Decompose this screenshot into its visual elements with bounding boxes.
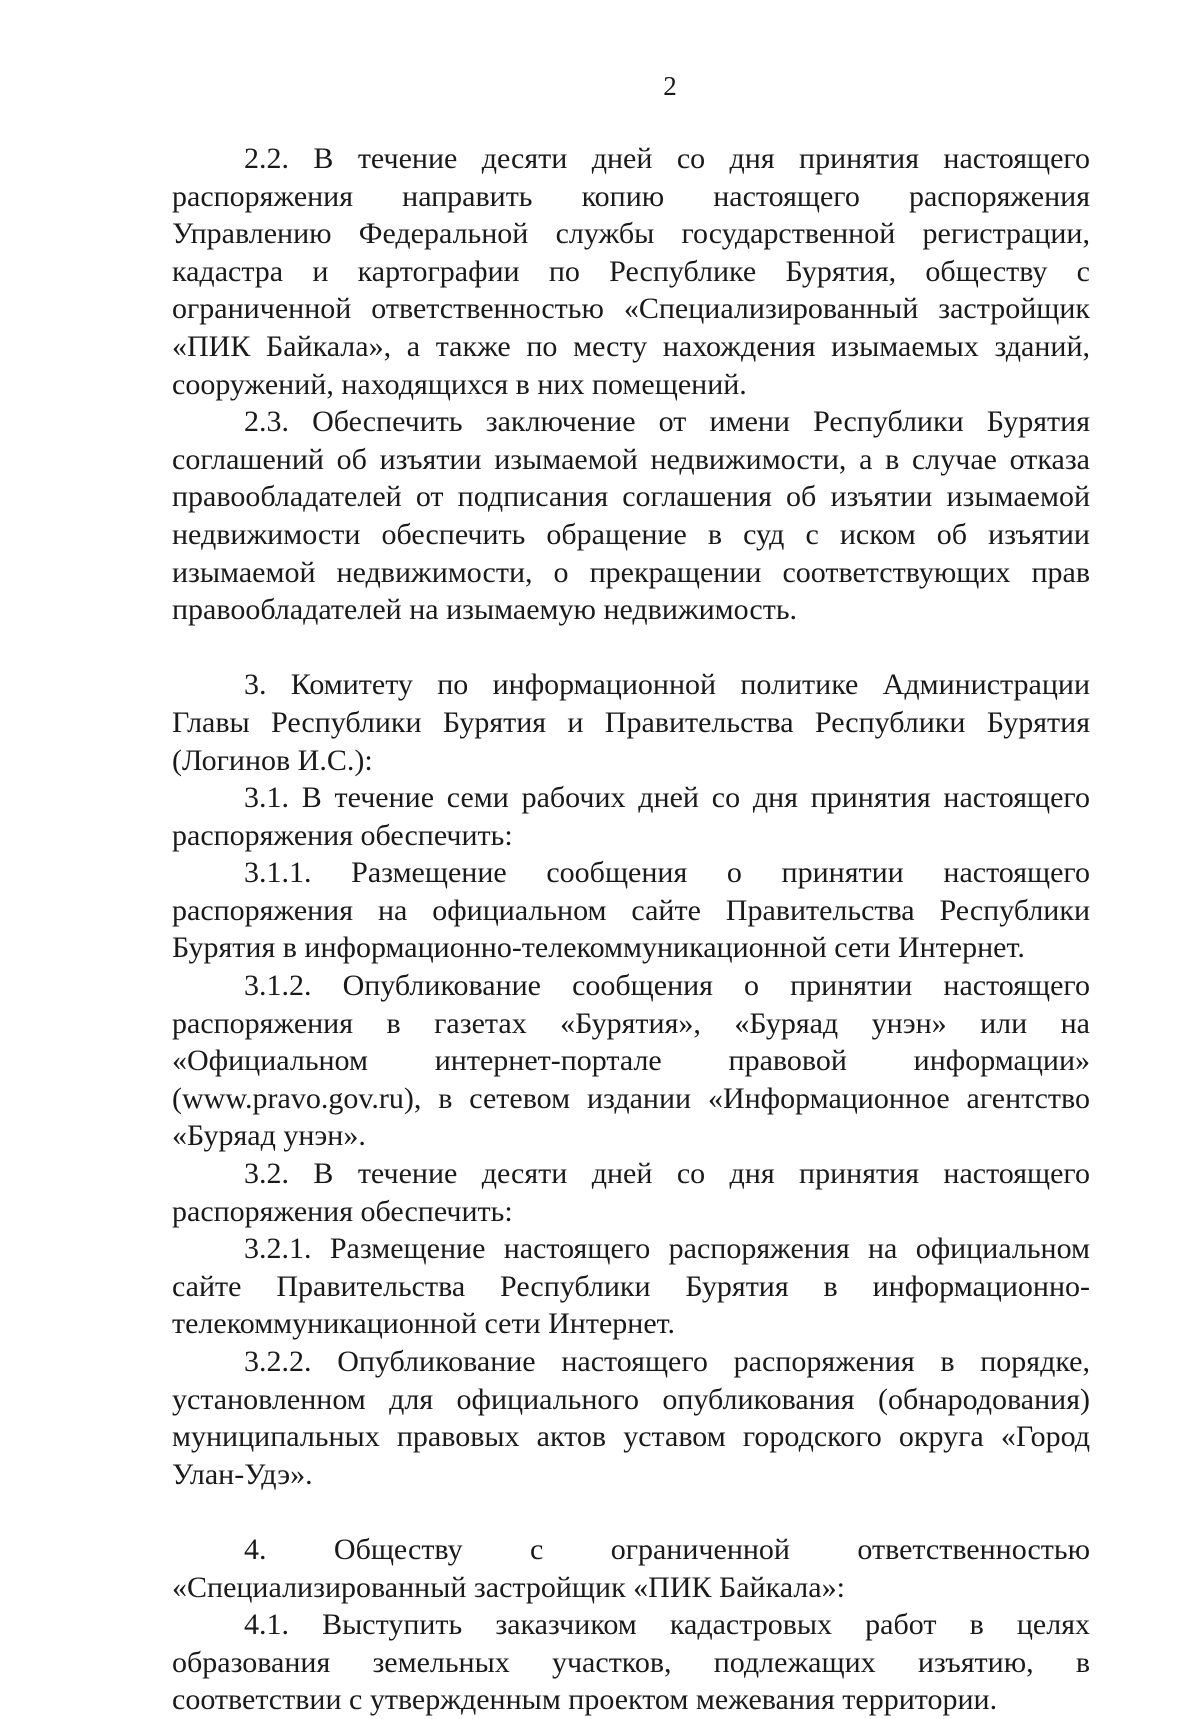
paragraph-3: 3. Комитету по информационной политике Администрации Главы Республики Бурятия и Правительства Республики Бурятия (Логинов И.С.):: [172, 668, 1090, 777]
paragraph-2-2: 2.2. В течение десяти дней со дня принятия настоящего распоряжения направить копию настоящего распоряжения Управлению Федеральной службы государственной регистрации, кадастра и картографии по Республике Бурятия, обществу с ограниченной ответственностью «Специализированный застройщик «ПИК Байкала», а также по месту нахождения изымаемых зданий, сооружений, находящихся в них помещений.: [172, 142, 1090, 401]
paragraph-4-1: 4.1. Выступить заказчиком кадастровых работ в целях образования земельных участков, подлежащих изъятию, в соответствии с утвержденным проектом межевания территории.: [172, 1608, 1090, 1717]
paragraph-3-1: 3.1. В течение семи рабочих дней со дня принятия настоящего распоряжения обеспечить:: [172, 781, 1090, 852]
paragraph-3-2: 3.2. В течение десяти дней со дня принятия настоящего распоряжения обеспечить:: [172, 1157, 1090, 1228]
page-number: 2: [663, 71, 677, 101]
document-body: [172, 140, 1090, 1719]
paragraph-3-2-2: 3.2.2. Опубликование настоящего распоряжения в порядке, установленном для официального опубликования (обнародования) муниципальных правовых актов уставом городского округа «Город Улан-Удэ».: [172, 1345, 1090, 1491]
paragraph-3-1-1: 3.1.1. Размещение сообщения о принятии настоящего распоряжения на официальном сайте Правительства Республики Бурятия в информационно-телекоммуникационной сети Интернет.: [172, 856, 1090, 965]
paragraph-2-3: 2.3. Обеспечить заключение от имени Республики Бурятия соглашений об изъятии изымаемой недвижимости, а в случае отказа правообладателей от подписания соглашения об изъятии изымаемой недвижимости обеспечить обращение в суд с иском об изъятии изымаемой недвижимости, о прекращении соответствующих прав правообладателей на изымаемую недвижимость.: [172, 405, 1090, 627]
paragraph-3-2-1: 3.2.1. Размещение настоящего распоряжения на официальном сайте Правительства Республики Бурятия в информационно-телекоммуникационной сети Интернет.: [172, 1232, 1090, 1341]
paragraph-4: 4. Обществу с ограниченной ответственностью «Специализированный застройщик «ПИК Байкала»:: [172, 1532, 1090, 1604]
paragraph-3-1-2: 3.1.2. Опубликование сообщения о принятии настоящего распоряжения в газетах «Бурятия», «Буряад унэн» или на «Официальном интернет-портале правовой информации» (www.pravo.gov.ru), в сетевом издании «Информационное агентство «Буряад унэн».: [172, 969, 1090, 1153]
